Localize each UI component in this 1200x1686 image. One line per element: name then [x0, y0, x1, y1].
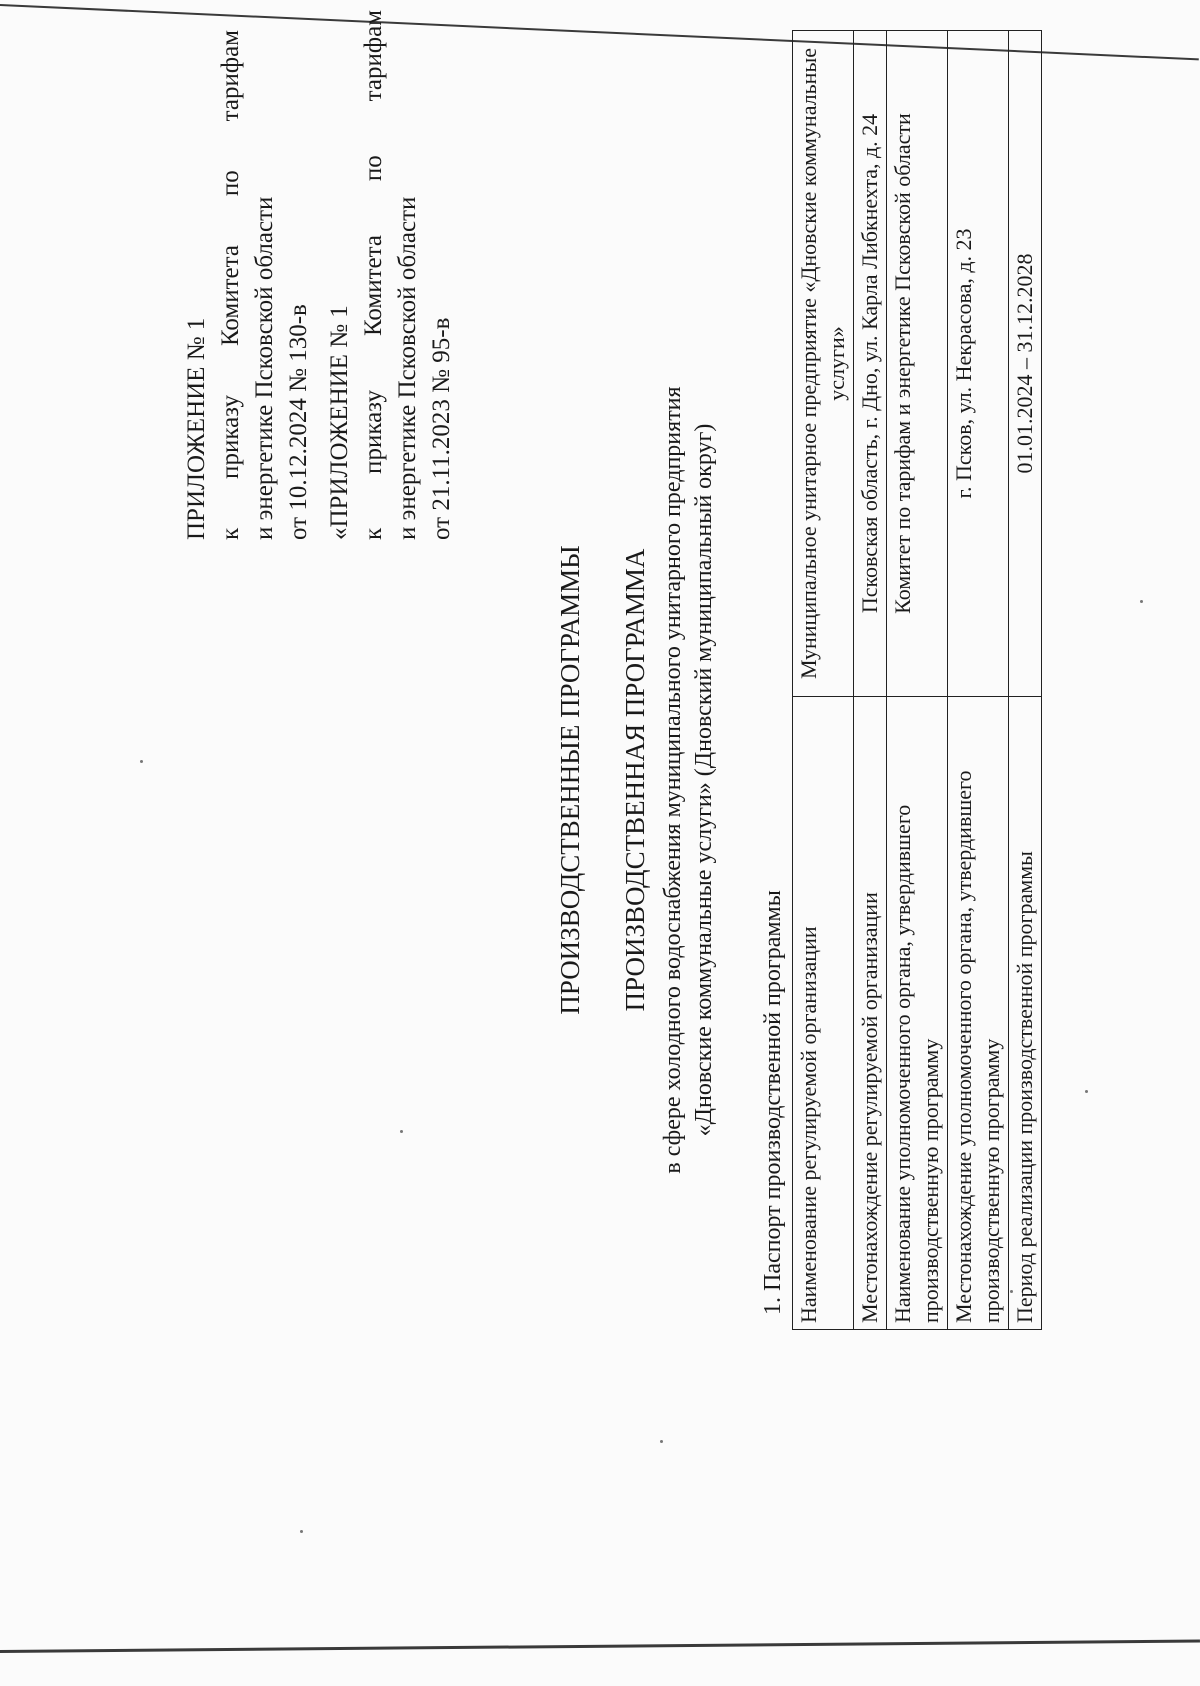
table-row — [887, 31, 948, 1330]
row-value: 01.01.2024 – 31.12.2028 — [1009, 31, 1042, 697]
appendix-committee-line: и энергетике Псковской области — [394, 196, 421, 540]
program-title: ПРОИЗВОДСТВЕННАЯ ПРОГРАММА — [620, 548, 650, 1012]
appendix-order-line: к приказу Комитета по тарифам — [217, 30, 244, 540]
program-description: в сфере холодного водоснабжения муниципального унитарного предприятия «Дновские коммунальные услуги» (Дновский муниципальный округ) — [660, 386, 717, 1174]
row-value: Комитет по тарифам и энергетике Псковской области — [887, 31, 948, 697]
row-value: Муниципальное унитарное предприятие «Дновские коммунальные услуги» — [793, 31, 854, 697]
appendix-order-line: к приказу Комитета по тарифам — [360, 10, 387, 540]
row-label: Местонахождение уполномоченного органа, утвердившего производственную программу — [948, 697, 1009, 1330]
row-label: Наименование регулируемой организации — [793, 697, 854, 1330]
appendix-heading: «ПРИЛОЖЕНИЕ № 1 — [326, 305, 353, 540]
row-value: г. Псков, ул. Некрасова, д. 23 — [948, 31, 1009, 697]
appendix-committee-line: и энергетике Псковской области — [251, 196, 278, 540]
table-row — [793, 31, 854, 1330]
passport-title: 1. Паспорт производственной программы — [760, 890, 786, 1315]
appendix-previous — [323, 10, 459, 540]
row-label: Период реализации производственной программы — [1009, 697, 1042, 1330]
row-label: Наименование уполномоченного органа, утвердившего производственную программу — [887, 697, 948, 1330]
appendix-date-line: от 21.11.2023 № 95-в — [428, 317, 455, 540]
passport-table — [792, 30, 1042, 1330]
appendix-current — [180, 30, 316, 540]
section-title: ПРОИЗВОДСТВЕННЫЕ ПРОГРАММЫ — [555, 545, 585, 1015]
table-row — [854, 31, 887, 1330]
table-row — [948, 31, 1009, 1330]
row-value: Псковская область, г. Дно, ул. Карла Либкнехта, д. 24 — [854, 31, 887, 697]
rotated-document — [30, 10, 1160, 1660]
row-label: Местонахождение регулируемой организации — [854, 697, 887, 1330]
appendix-date-line: от 10.12.2024 № 130-в — [285, 304, 312, 540]
table-row — [1009, 31, 1042, 1330]
appendix-heading: ПРИЛОЖЕНИЕ № 1 — [183, 317, 210, 540]
